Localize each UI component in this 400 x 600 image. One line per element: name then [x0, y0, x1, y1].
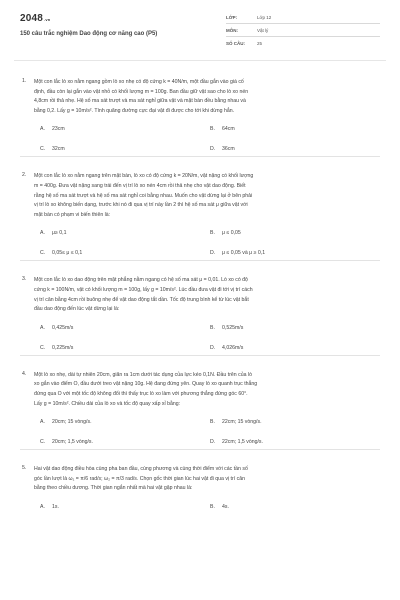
option-c[interactable] — [40, 250, 82, 256]
option-text: μ≥ 0,1 — [52, 230, 67, 237]
question-5 — [0, 465, 400, 514]
question-divider — [20, 449, 380, 450]
option-letter: D. — [210, 250, 216, 257]
option-text: 20cm; 1,5 vòng/s. — [52, 439, 93, 446]
meta-row-subject — [226, 25, 380, 38]
option-letter: B. — [210, 324, 215, 331]
question-text: Một con lắc lò xo nằm ngang trên mặt bàn, lò xo có độ cứng k = 20N/m, vật nặng có khối lượng m = 400g. Đưa vật nặng sang trái đến vị trí lò xo nén 4cm rồi thả nhẹ cho vật dao động. Biết rằng hệ số ma sát trượt và hệ số ma sát nghỉ coi bằng nhau. Muốn cho vật dừng lại ở bên phải vị trí lò xo không biến dạng, trước khi nó đi qua vị trí này lần 2 thì hệ số ma sát μ giữa vật với mặt bàn có phạm vi biến thiên là: — [34, 173, 254, 218]
header-divider — [14, 60, 386, 61]
option-b[interactable] — [210, 126, 235, 132]
answer-options — [34, 116, 380, 156]
option-letter: D. — [210, 344, 216, 351]
meta-label: LỚP: — [226, 15, 238, 20]
option-a[interactable] — [40, 126, 65, 132]
meta-row-class — [226, 12, 380, 25]
option-b[interactable] — [210, 325, 243, 331]
question-4 — [0, 371, 400, 450]
option-text: μ ≤ 0,05 — [222, 230, 241, 237]
option-text: 4,026m/s — [222, 344, 244, 351]
option-c[interactable] — [40, 146, 65, 152]
option-c[interactable] — [40, 439, 93, 445]
option-a[interactable] — [40, 504, 59, 510]
option-letter: A. — [40, 503, 45, 510]
option-b[interactable] — [210, 504, 229, 510]
option-text: 0,225m/s — [52, 344, 74, 351]
option-letter: A. — [40, 230, 45, 237]
meta-divider — [226, 23, 380, 24]
question-number: 5. — [22, 465, 27, 472]
question-divider — [20, 260, 380, 261]
meta-value: 25 — [257, 41, 263, 46]
answer-options — [34, 494, 380, 514]
question-3 — [0, 276, 400, 355]
meta-label: MÔN: — [226, 28, 238, 33]
option-c[interactable] — [40, 345, 73, 351]
question-text: Một con lắc lò xo nằm ngang gồm lò xo nhẹ có độ cứng k = 40N/m, một đầu gắn vào giá cố định, đầu còn lại gắn vào vật nhỏ có khối lượng m = 100g. Ban đầu giữ vật sao cho lò xo nén 4,8cm rồi thả nhẹ. Hệ số ma sát trượt và ma sát nghỉ giữa vật và mặt bàn đều bằng nhau và bằng 0,2. Lấy g = 10m/s². Tính quãng đường cực đại vật đi được cho tới khi dừng hẳn. — [34, 79, 249, 114]
meta-divider — [226, 36, 380, 37]
option-letter: D. — [210, 439, 216, 446]
option-text: 22cm; 15 vòng/s. — [222, 419, 262, 426]
option-letter: A. — [40, 419, 45, 426]
exam-meta — [226, 12, 380, 51]
option-letter: B. — [210, 230, 215, 237]
option-text: 20cm; 15 vòng/s. — [52, 419, 92, 426]
logo-suffix: .vn — [44, 17, 51, 22]
option-letter: C. — [40, 146, 46, 153]
option-b[interactable] — [210, 419, 262, 425]
question-2 — [0, 172, 400, 261]
option-text: 36cm — [222, 146, 235, 153]
option-letter: B. — [210, 503, 215, 510]
answer-options — [34, 409, 380, 449]
option-letter: A. — [40, 324, 45, 331]
option-b[interactable] — [210, 230, 241, 236]
question-text: Hai vật dao động điều hòa cùng pha ban đầu, cùng phương và cùng thời điểm với các tần số góc lần lượt là ω₁ = π/6 rad/s; ω₂ = π/3 rad/s. Chọn gốc thời gian lúc hai vật đi qua vị trí cân bằng theo chiều dương. Thời gian ngắn nhất mà hai vật gặp nhau là: — [34, 466, 248, 492]
option-text: 64cm — [222, 126, 235, 133]
option-text: 4s. — [222, 503, 229, 510]
option-a[interactable] — [40, 325, 73, 331]
question-number: 2. — [22, 172, 27, 179]
site-logo[interactable] — [20, 13, 50, 24]
option-a[interactable] — [40, 419, 92, 425]
meta-label: SỐ CÂU: — [226, 41, 245, 46]
question-number: 4. — [22, 370, 27, 377]
question-divider — [20, 355, 380, 356]
option-d[interactable] — [210, 345, 243, 351]
option-text: 0,425m/s — [52, 324, 74, 331]
option-letter: A. — [40, 126, 45, 133]
option-letter: C. — [40, 344, 46, 351]
option-text: 22cm; 1,5 vòng/s. — [222, 439, 263, 446]
option-d[interactable] — [210, 250, 265, 256]
question-number: 3. — [22, 276, 27, 283]
option-a[interactable] — [40, 230, 67, 236]
exam-title: 150 câu trắc nghiệm Dao động cơ năng cao (P5) — [20, 31, 158, 37]
option-letter: D. — [210, 146, 216, 153]
question-text: Một con lắc lò xo dao động trên mặt phẳng nằm ngang có hệ số ma sát μ = 0,01. Lò xo có độ cứng k = 100N/m, vật có khối lượng m = 100g, lấy g = 10m/s². Lúc đầu đưa vật đi tới vị trí cách vị trí cân bằng 4cm rồi buông nhẹ để vật dao động tắt dần. Tốc độ trung bình kể từ lúc vật bắt đầu dao động đến lúc vật dừng lại là: — [34, 277, 253, 313]
option-d[interactable] — [210, 439, 263, 445]
option-text: μ ≤ 0,05 và μ ≥ 0,1 — [222, 250, 266, 257]
option-letter: B. — [210, 419, 215, 426]
option-text: 1s. — [52, 503, 59, 510]
option-letter: C. — [40, 439, 46, 446]
question-1 — [0, 78, 400, 157]
option-text: 0,525m/s — [222, 324, 244, 331]
option-letter: B. — [210, 126, 215, 133]
option-letter: C. — [40, 250, 46, 257]
option-text: 23cm — [52, 126, 65, 133]
answer-options — [34, 220, 380, 260]
question-number: 1. — [22, 78, 27, 84]
option-text: 32cm — [52, 146, 65, 153]
option-d[interactable] — [210, 146, 235, 152]
logo-text: 2048 — [20, 13, 44, 24]
question-list — [0, 78, 400, 514]
meta-value: Lớp 12 — [257, 15, 272, 20]
page-header — [0, 0, 400, 62]
question-text: Một lò xo nhẹ, dài tự nhiên 20cm, giãn ra 1cm dưới tác dụng của lực kéo 0,1N. Đầu trên của lò xo gắn vào điểm O, đầu dưới treo vật nặng 10g. Hệ đang đứng yên. Quay lò xo quanh trục thẳng đứng qua O với một tốc độ không đổi thì thấy trục lò xo làm với phương thẳng đứng góc 60°. Lấy g = 10m/s². Chiều dài của lò xo và tốc độ quay xấp xỉ bằng: — [34, 371, 258, 407]
option-text: 0,05≤ μ ≤ 0,1 — [52, 250, 83, 257]
question-divider — [20, 156, 380, 157]
meta-row-count — [226, 38, 380, 51]
answer-options — [34, 315, 380, 355]
meta-value: Vật lý — [257, 28, 269, 33]
